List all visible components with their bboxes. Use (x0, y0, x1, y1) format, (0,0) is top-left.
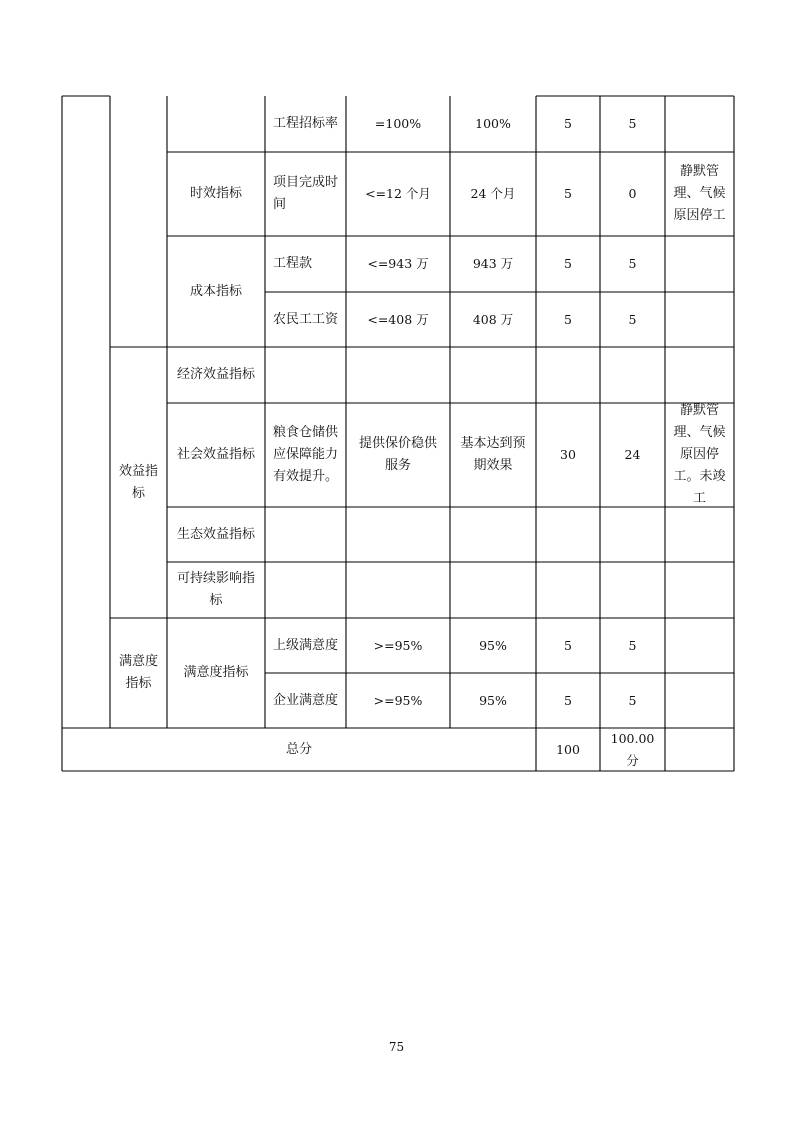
score-migrant-wages: 5 (628, 311, 637, 327)
actual-tender-rate: 100% (475, 116, 511, 131)
weight-tender-rate: 5 (564, 116, 572, 131)
category-sustainable-impact: 可持续影响指标 (176, 571, 255, 608)
weight-project-funds: 5 (564, 256, 572, 271)
score-completion-time: 0 (628, 186, 637, 201)
category-satisfaction: 满意度指标 (183, 665, 249, 680)
score-project-funds: 5 (628, 256, 637, 271)
weight-superior-satisfaction: 5 (564, 637, 572, 653)
category-social-benefit: 社会效益指标 (176, 447, 255, 462)
actual-migrant-wages: 408 万 (472, 311, 514, 327)
indicator-tender-rate: 工程招标率 (273, 116, 339, 131)
indicator-grain-storage: 粮食仓储供应保障能力有效提升。 (273, 425, 339, 484)
remark-grain-storage: 静默管理、气候原因停工。未竣工 (673, 403, 726, 506)
indicator-migrant-wages: 农民工工资 (273, 311, 339, 327)
category-ecological-benefit: 生态效益指标 (176, 526, 255, 542)
group-satisfaction: 满意度指标 (118, 654, 158, 691)
score-grain-storage: 24 (624, 447, 641, 462)
total-weight: 100 (556, 741, 580, 757)
target-migrant-wages: <=408 万 (367, 311, 429, 327)
category-cost: 成本指标 (189, 283, 242, 299)
group-benefit: 效益指标 (118, 463, 158, 501)
score-enterprise-satisfaction: 5 (628, 692, 637, 708)
weight-migrant-wages: 5 (564, 311, 572, 327)
weight-grain-storage: 30 (560, 447, 576, 462)
actual-grain-storage: 基本达到预期效果 (460, 436, 526, 473)
target-project-funds: <=943 万 (367, 256, 429, 271)
actual-completion-time: 24 个月 (470, 186, 516, 201)
remark-migrant-wages (665, 292, 734, 347)
remark-completion-time: 静默管理、气候原因停工 (673, 164, 726, 223)
score-superior-satisfaction: 5 (628, 637, 637, 653)
target-tender-rate: =100% (374, 116, 422, 131)
indicator-project-funds: 工程款 (273, 256, 313, 271)
weight-enterprise-satisfaction: 5 (564, 692, 572, 708)
actual-superior-satisfaction: 95% (479, 637, 507, 653)
category-economic-benefit: 经济效益指标 (176, 367, 255, 382)
remark-tender-rate (665, 96, 734, 152)
total-label: 总分 (285, 741, 312, 757)
total-remark (665, 728, 734, 771)
indicator-superior-satisfaction: 上级满意度 (273, 637, 339, 653)
remark-project-funds (665, 236, 734, 292)
weight-completion-time: 5 (564, 186, 572, 201)
indicator-completion-time: 项目完成时间 (273, 175, 339, 212)
remark-enterprise-satisfaction (665, 673, 734, 728)
target-completion-time: <=12 个月 (365, 186, 431, 201)
page-number: 75 (388, 1040, 405, 1054)
category-timeliness: 时效指标 (189, 186, 242, 201)
remark-superior-satisfaction (665, 618, 734, 673)
actual-enterprise-satisfaction: 95% (479, 692, 507, 708)
actual-project-funds: 943 万 (472, 256, 514, 271)
target-enterprise-satisfaction: >=95% (373, 692, 423, 708)
total-score: 100.00 分 (610, 730, 655, 768)
indicator-enterprise-satisfaction: 企业满意度 (273, 692, 339, 708)
score-tender-rate: 5 (628, 116, 637, 131)
target-grain-storage: 提供保价稳供服务 (358, 436, 437, 473)
target-superior-satisfaction: >=95% (373, 637, 423, 653)
